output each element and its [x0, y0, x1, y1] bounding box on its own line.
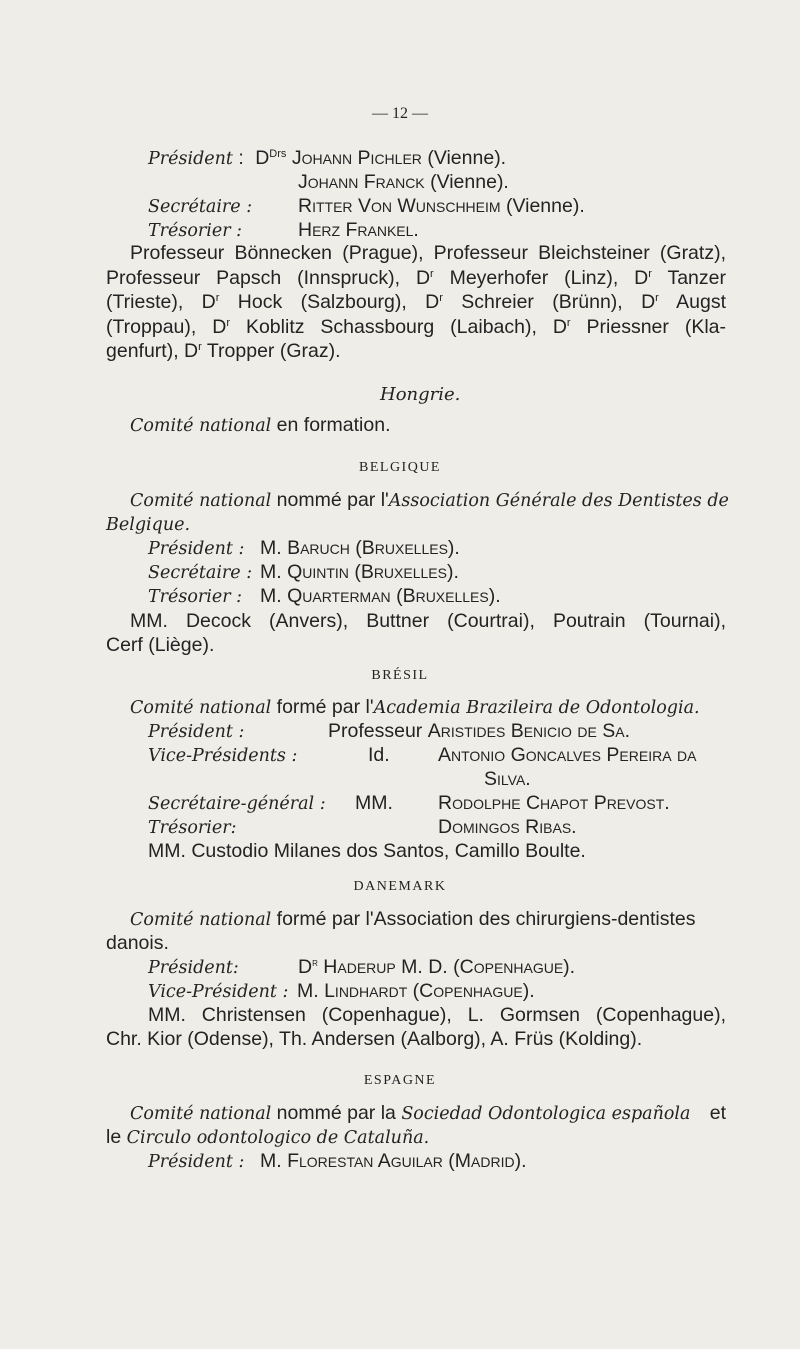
committee-text: nommé par l'	[276, 489, 389, 511]
denmark-committee-line-2: danois.	[106, 932, 169, 954]
members-line-1: MM. Decock (Anvers), Buttner (Courtrai), Poutrain (Tournai),	[130, 610, 726, 632]
belgium-treasurer-line	[148, 584, 242, 608]
circle-name: Circulo odontologico de Cataluña.	[126, 1128, 430, 1148]
denmark-heading: DANEMARK	[353, 879, 447, 894]
hungary-heading: Hongrie.	[380, 384, 461, 405]
brazil-secgen-label	[148, 791, 326, 815]
committee-text: formé par l'	[276, 696, 374, 718]
committee-label: Comité national	[130, 910, 272, 930]
page-number-value: 12	[392, 105, 408, 122]
belgium-president: M. Baruch (Bruxelles).	[260, 537, 460, 559]
austria-treasurer-line	[148, 218, 242, 242]
president-name: Aristides Benicio de Sa.	[427, 720, 630, 742]
spain-president: M. Florestan Aguilar (Madrid).	[260, 1150, 527, 1172]
committee-text: formé par l'Association des chirurgiens-dentistes	[276, 908, 696, 930]
belgium-president-line	[148, 536, 244, 560]
committee-label: Comité national	[130, 698, 272, 718]
association-name: Association Générale des Dentistes de	[388, 491, 729, 511]
page-number: — 12 —	[372, 105, 428, 122]
spain-committee-line	[130, 1101, 726, 1125]
committee-label: Comité national	[130, 1104, 272, 1124]
association-name-2: Belgique.	[106, 515, 191, 535]
title-drs: Drs	[269, 148, 287, 160]
president-name-2: Johann Franck	[298, 171, 425, 193]
label-secretary: Secrétaire :	[148, 197, 253, 217]
brazil-vp-label	[148, 743, 297, 767]
austria-members-3	[106, 290, 726, 314]
committee-text: en formation.	[276, 414, 391, 436]
brazil-secgen-prefix: MM.	[355, 792, 393, 814]
austria-secretary-value	[298, 194, 585, 218]
committee-text: nommé par la	[276, 1102, 396, 1124]
denmark-members-2: Chr. Kior (Odense), Th. Andersen (Aalborg), A. Früs (Kolding).	[106, 1028, 643, 1050]
spain-committee-line-2	[106, 1125, 429, 1149]
belgium-committee-line-2	[106, 512, 190, 536]
belgium-members-1	[130, 609, 726, 633]
label-president: Président :	[148, 539, 245, 559]
label-treasurer: Trésorier:	[148, 818, 237, 838]
label-secretary: Secrétaire :	[148, 563, 253, 583]
label-treasurer: Trésorier :	[148, 221, 243, 241]
committee-label: Comité national	[130, 491, 272, 511]
brazil-committee-line	[130, 695, 700, 719]
president-city-1: (Vienne).	[427, 147, 507, 169]
president-prefix: Professeur	[328, 720, 423, 742]
denmark-vp: M. Lindhardt (Copenhague).	[297, 980, 535, 1002]
committee-text-2: et	[709, 1102, 726, 1124]
denmark-committee-line	[130, 907, 726, 931]
president-city-2: (Vienne).	[430, 171, 509, 193]
brazil-secgen: Rodolphe Chapot Prevost.	[438, 792, 670, 814]
spain-heading: ESPAGNE	[363, 1073, 437, 1088]
denmark-president: $D^r$ Haderup M. D. (Copenhague).	[298, 956, 576, 978]
austria-members-2	[106, 266, 726, 290]
belgium-secretary: M. Quintin (Bruxelles).	[260, 561, 459, 583]
brazil-president-line	[328, 719, 630, 743]
brazil-heading: BRÉSIL	[371, 668, 429, 683]
austria-president-line: Président : $D^{Drs}$ Johann Pichler (Vienne).	[148, 147, 507, 169]
austria-president-line-2	[298, 170, 509, 194]
belgium-heading: BELGIQUE	[359, 460, 441, 475]
brazil-vp: Antonio Goncalves Pereira da	[438, 744, 697, 766]
spain-president-label	[148, 1149, 244, 1173]
label-president: Président :	[148, 1152, 245, 1172]
label-secretary-general: Secrétaire-général :	[148, 794, 326, 814]
denmark-president-label	[148, 955, 239, 979]
members-line-2: Professeur Papsch (Innspruck), $D^r$ Meyerhofer (Linz), $D^r$ Tanzer	[106, 267, 726, 289]
brazil-members: MM. Custodio Milanes dos Santos, Camillo Boulte.	[148, 840, 586, 862]
treasurer-name: Herz Frankel.	[298, 219, 419, 241]
belgium-treasurer: M. Quarterman (Bruxelles).	[260, 585, 501, 607]
committee-label: Comité national	[130, 416, 272, 436]
members-line-1: MM. Christensen (Copenhague), L. Gormsen (Copenhague),	[148, 1004, 726, 1026]
austria-secretary-line	[148, 194, 252, 218]
austria-members-5	[106, 339, 341, 363]
belgium-committee-line	[130, 488, 729, 512]
label-president: Président :	[148, 722, 245, 742]
president-name-1: Johann Pichler	[291, 147, 422, 169]
label-president: Président:	[148, 958, 239, 978]
label-president: Président	[148, 149, 233, 169]
society-name: Sociedad Odontologica española	[401, 1104, 691, 1124]
members-line-5: genfurt), $D^r$ Tropper (Graz).	[106, 340, 341, 362]
label-vice-president: Vice-Président :	[148, 982, 289, 1002]
members-line-4: (Troppau), $D^r$ Koblitz Schassbourg (Laibach), $D^r$ Priessner (Kla-	[106, 316, 727, 338]
label-treasurer: Trésorier :	[148, 587, 243, 607]
denmark-vp-label	[148, 979, 288, 1003]
austria-members-4	[106, 315, 726, 339]
academy-name: Academia Brazileira de Odontologia.	[373, 698, 700, 718]
belgium-secretary-line	[148, 560, 252, 584]
label-vice-presidents: Vice-Présidents :	[148, 746, 298, 766]
secretary-city: (Vienne).	[505, 195, 585, 217]
brazil-vp-prefix: Id.	[368, 744, 390, 766]
prefix-le: le	[106, 1126, 122, 1148]
brazil-president-label	[148, 719, 244, 743]
brazil-treasurer: Domingos Ribas.	[438, 816, 577, 838]
brazil-vp-2: Silva.	[484, 768, 531, 790]
secretary-name: Ritter Von Wunschheim	[298, 195, 501, 217]
austria-treasurer-value	[298, 218, 419, 242]
austria-members-1	[130, 241, 726, 265]
members-line-1: Professeur Bönnecken (Prague), Professeur Bleichsteiner (Gratz),	[130, 242, 726, 264]
belgium-members-2: Cerf (Liège).	[106, 634, 215, 656]
denmark-members-1	[148, 1003, 726, 1027]
members-line-3: (Trieste), $D^r$ Hock (Salzbourg), $D^r$ Schreier (Brünn), $D^r$ Augst	[106, 291, 727, 313]
brazil-treasurer-label	[148, 815, 237, 839]
hungary-committee-line	[130, 413, 390, 437]
